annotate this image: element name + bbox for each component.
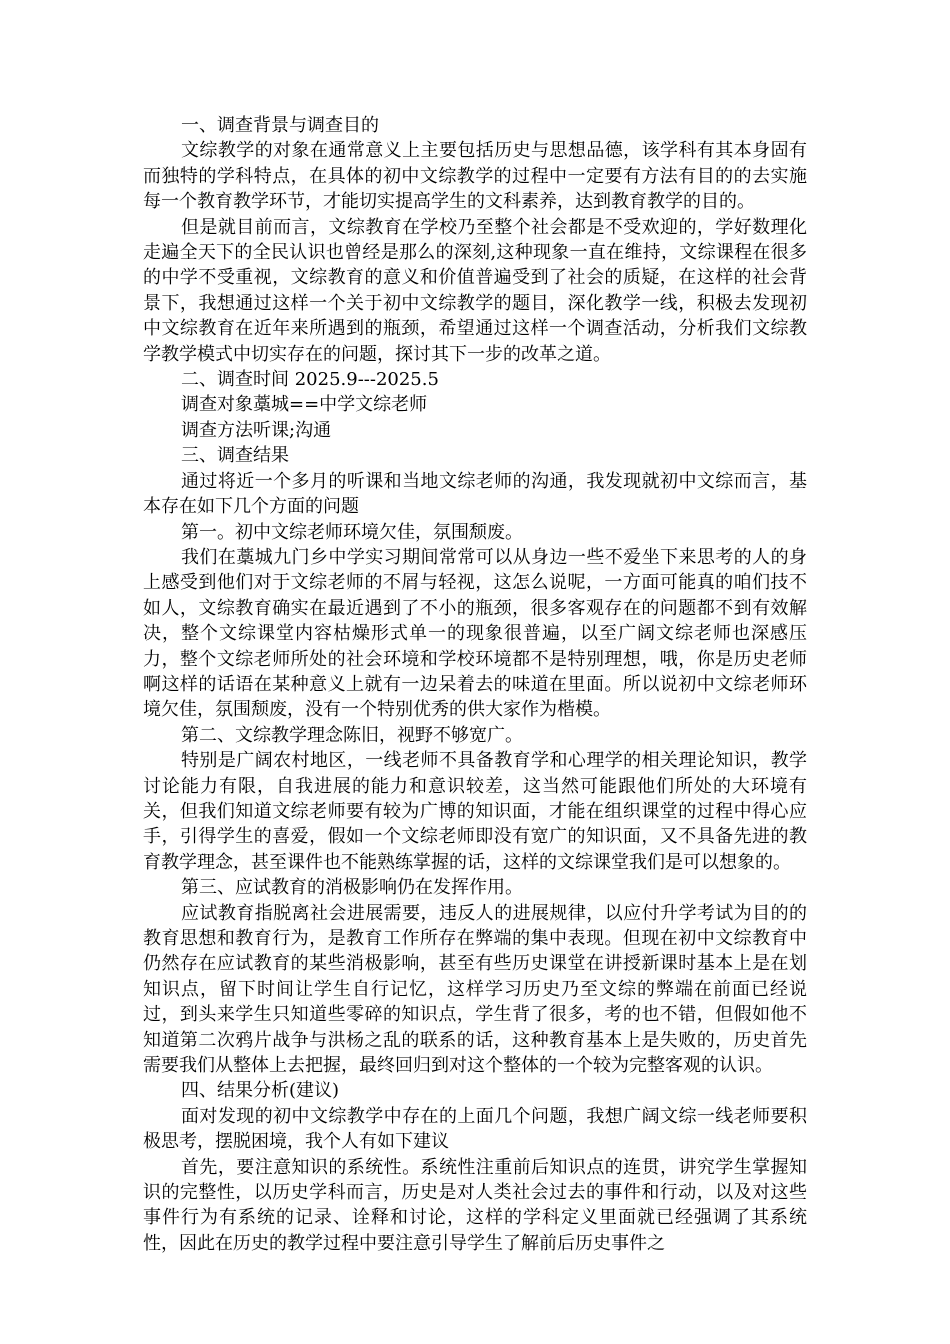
section-heading-time: 二、调查时间 2025.9---2025.5 <box>181 369 439 391</box>
paragraph-object-of-teaching: 文综教学的对象在通常意义上主要包括历史与思想品德，该学科有其本身固有而独特的学科特点，在具体的初中文综教学的过程中一定要有方法有目的的去实施每一个教育教学环节，才能切实提高学生的文科素养，达到教育教学的目的。 <box>143 140 807 213</box>
point-heading-second: 第二、文综教学理念陈旧，视野不够宽广。 <box>181 724 523 746</box>
point-heading-first: 第一。初中文综老师环境欠佳，氛围颓废。 <box>181 521 523 543</box>
paragraph-second-detail: 特别是广阔农村地区，一线老师不具备教育学和心理学的相关理论知识，教学讨论能力有限，自我进展的能力和意识较差，这当然可能跟他们所处的大环境有关，但我们知道文综老师要有较为广博的知识面，才能在组织课堂的过程中得心应手，引得学生的喜爱，假如一个文综老师即没有宽广的知识面，又不具备先进的教育教学理念，甚至课件也不能熟练掌握的话，这样的文综课堂我们是可以想象的。 <box>143 750 807 873</box>
document-body <box>143 113 807 1256</box>
point-heading-third: 第三、应试教育的消极影响仍在发挥作用。 <box>181 877 523 899</box>
paragraph-current-situation: 但是就目前而言，文综教育在学校乃至整个社会都是不受欢迎的，学好数理化走遍全天下的全民认识也曾经是那么的深刻,这种现象一直在维持，文综课程在很多的中学不受重视，文综教育的意义和价值普遍受到了社会的质疑，在这样的社会背景下，我想通过这样一个关于初中文综教学的题目，深化教学一线，积极去发现初中文综教育在近年来所遇到的瓶颈，希望通过这样一个调查活动，分析我们文综教学教学模式中切实存在的问题，探讨其下一步的改革之道。 <box>143 216 807 365</box>
section-heading-analysis: 四、结果分析(建议) <box>181 1080 340 1102</box>
section-heading-results: 三、调查结果 <box>181 445 289 467</box>
paragraph-results-intro: 通过将近一个多月的听课和当地文综老师的沟通，我发现就初中文综而言，基本存在如下几个方面的问题 <box>143 470 807 518</box>
paragraph-first-detail: 我们在藁城九门乡中学实习期间常常可以从身边一些不爱坐下来思考的人的身上感受到他们对于文综老师的不屑与轻视，这怎么说呢，一方面可能真的咱们技不如人，文综教育确实在最近遇到了不小的瓶颈，很多客观存在的问题都不到有效解决，整个文综课堂内容枯燥形式单一的现象很普遍，以至广阔文综老师也深感压力，整个文综老师所处的社会环境和学校环境都不是特别理想，哦，你是历史老师啊这样的话语在某种意义上就有一边呆着去的味道在里面。所以说初中文综老师环境欠佳，氛围颓废，没有一个特别优秀的供大家作为楷模。 <box>143 546 807 721</box>
survey-target-line: 调查对象藁城==中学文综老师 <box>181 394 428 416</box>
paragraph-third-detail: 应试教育指脱离社会进展需要，违反人的进展规律，以应付升学考试为目的的教育思想和教育行为，是教育工作所存在弊端的集中表现。但现在初中文综教育中仍然存在应试教育的某些消极影响，甚至有些历史课堂在讲授新课时基本上是在划知识点，留下时间让学生自行记忆，这样学习历史乃至文综的弊端在前面已经说过，到头来学生只知道些零碎的知识点，学生背了很多，考的也不错，但假如他不知道第二次鸦片战争与洪杨之乱的联系的话，这种教育基本上是失败的，历史首先需要我们从整体上去把握，最终回归到对这个整体的一个较为完整客观的认识。 <box>143 902 807 1077</box>
paragraph-analysis-intro: 面对发现的初中文综教学中存在的上面几个问题，我想广阔文综一线老师要积极思考，摆脱困境，我个人有如下建议 <box>143 1105 807 1153</box>
survey-method-line: 调查方法听课;沟通 <box>181 419 332 441</box>
section-heading-background: 一、调查背景与调查目的 <box>181 115 379 136</box>
paragraph-suggestion-first: 首先，要注意知识的系统性。系统性注重前后知识点的连贯，讲究学生掌握知识的完整性，以历史学科而言，历史是对人类社会过去的事件和行动，以及对这些事件行为有系统的记录、诠释和讨论，这样的学科定义里面就已经强调了其系统性，因此在历史的教学过程中要注意引导学生了解前后历史事件之 <box>143 1156 807 1254</box>
